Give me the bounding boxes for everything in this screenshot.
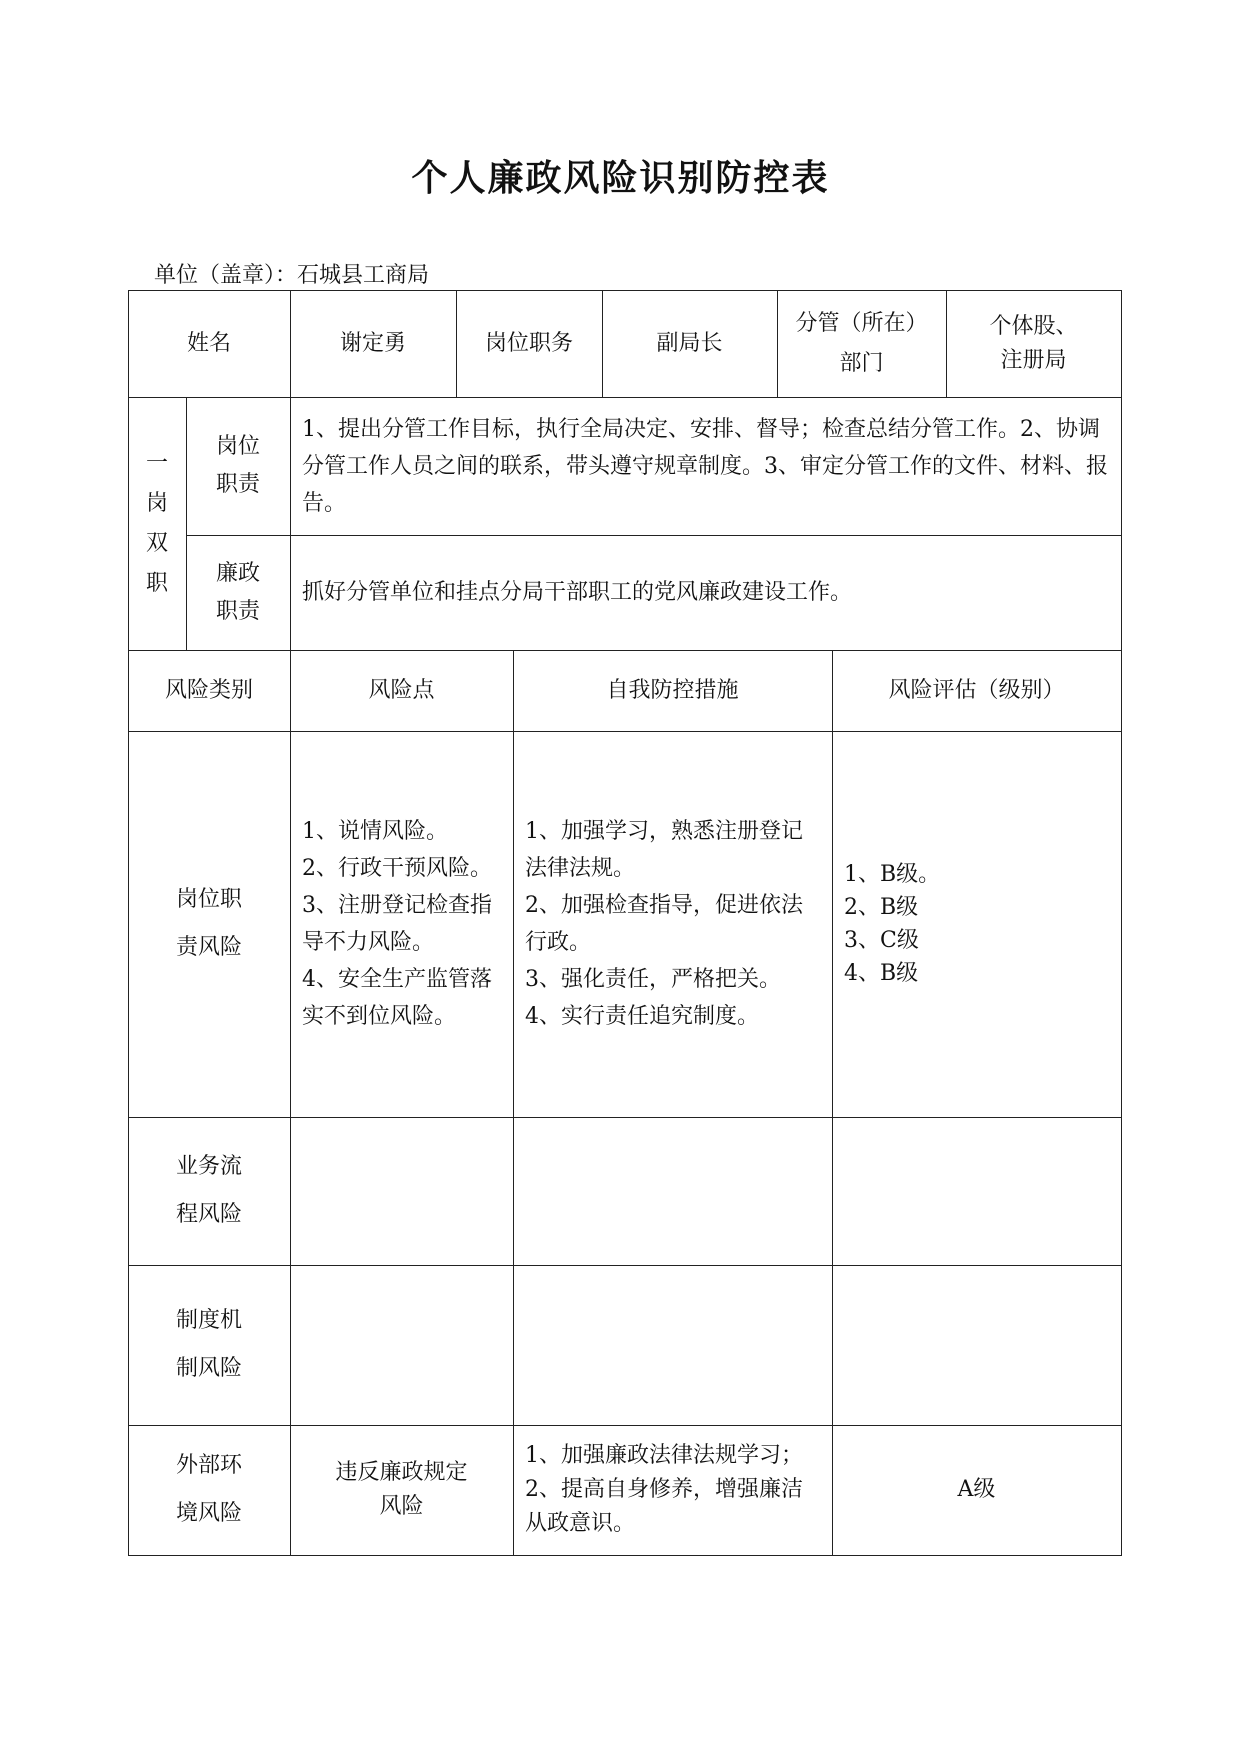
- row-2-assessment: [832, 1117, 1121, 1265]
- position-label: 岗位职务: [484, 330, 573, 356]
- position-value: 副局长: [656, 330, 723, 356]
- integrity-duty-label: 廉政 职责: [215, 560, 260, 624]
- col-header-category: 风险类别: [164, 677, 253, 703]
- row-3-category: 制度机 制风险: [175, 1308, 242, 1381]
- row-1-category: 岗位职 责风险: [175, 887, 242, 960]
- row-3-points: [290, 1265, 513, 1425]
- job-duty-label: 岗位 职责: [215, 434, 260, 497]
- row-1-assessment: 1、B级。 2、B级 3、C级 4、B级: [844, 862, 941, 986]
- name-value: 谢定勇: [339, 330, 406, 356]
- row-2-measures: [513, 1117, 832, 1265]
- row-4-category: 外部环 境风险: [175, 1453, 242, 1526]
- row-1-points: 1、说情风险。 2、行政干预风险。 3、注册登记检查指导不力风险。 4、安全生产监管落实不到位风险。: [302, 819, 492, 1029]
- row-4-points: 违反廉政规定 风险: [335, 1460, 468, 1519]
- document-title: 个人廉政风险识别防控表: [411, 158, 830, 199]
- duties-group-label: 一 岗 双 职: [145, 450, 168, 596]
- row-3-assessment: [832, 1265, 1121, 1425]
- row-2-category: 业务流 程风险: [175, 1154, 242, 1227]
- col-header-points: 风险点: [368, 677, 435, 703]
- name-label: 姓名: [186, 330, 231, 356]
- dept-value: 个体股、 注册局: [989, 313, 1078, 373]
- row-3-measures: [513, 1265, 832, 1425]
- dept-label: 分管（所在） 部门: [795, 310, 928, 376]
- row-4-assessment: A级: [957, 1477, 996, 1502]
- integrity-duty-text: 抓好分管单位和挂点分局干部职工的党风廉政建设工作。: [302, 579, 853, 605]
- job-duty-text: 1、提出分管工作目标，执行全局决定、安排、督导；检查总结分管工作。2、协调分管工作人员之间的联系，带头遵守规章制度。3、审定分管工作的文件、材料、报告。: [302, 416, 1108, 516]
- row-1-measures: 1、加强学习，熟悉注册登记法律法规。 2、加强检查指导，促进依法行政。 3、强化责任，严格把关。 4、实行责任追究制度。: [525, 819, 803, 1029]
- row-2-points: [290, 1117, 513, 1265]
- col-header-measures: 自我防控措施: [606, 677, 739, 703]
- unit-line: 单位（盖章）：石城县工商局: [154, 263, 430, 288]
- col-header-assessment: 风险评估（级别）: [888, 677, 1065, 703]
- row-4-measures: 1、加强廉政法律法规学习； 2、提高自身修养，增强廉洁从政意识。: [525, 1443, 803, 1536]
